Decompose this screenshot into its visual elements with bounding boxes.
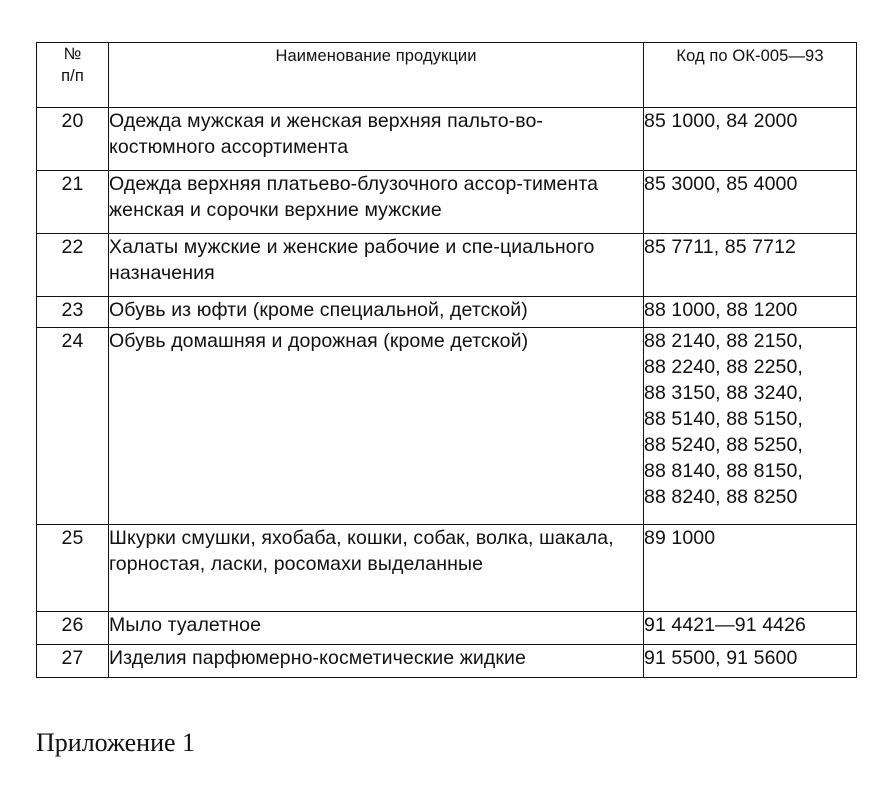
row-number: 23: [37, 297, 109, 328]
row-code: 88 1000, 88 1200: [644, 297, 857, 328]
appendix-caption: Приложение 1: [36, 728, 196, 757]
row-code: 85 7711, 85 7712: [644, 234, 857, 297]
table-header-row: [37, 43, 857, 108]
table-row: [37, 108, 857, 171]
table-row: [37, 645, 857, 678]
table-row: [37, 234, 857, 297]
row-product-name: Обувь домашняя и дорожная (кроме детской): [109, 328, 644, 525]
header-code: Код по ОК-005—93: [644, 43, 857, 108]
header-product-name: Наименование продукции: [109, 43, 644, 108]
table-row: [37, 525, 857, 612]
row-code: 88 2140, 88 2150, 88 2240, 88 2250, 88 3150, 88 3240, 88 5140, 88 5150, 88 5240, 88 5250, 88 8140, 88 8150, 88 8240, 88 8250: [644, 328, 857, 525]
row-code: 91 5500, 91 5600: [644, 645, 857, 678]
table-row: [37, 171, 857, 234]
row-code: 85 1000, 84 2000: [644, 108, 857, 171]
row-number: 22: [37, 234, 109, 297]
row-number: 27: [37, 645, 109, 678]
header-number: [37, 43, 109, 108]
row-number: 21: [37, 171, 109, 234]
row-code: 91 4421—91 4426: [644, 612, 857, 645]
row-number: 25: [37, 525, 109, 612]
row-product-name: Изделия парфюмерно-косметические жидкие: [109, 645, 644, 678]
row-number: 20: [37, 108, 109, 171]
row-product-name: Шкурки смушки, яхобаба, кошки, собак, волка, шакала, горностая, ласки, росомахи выделанные: [109, 525, 644, 612]
row-number: 24: [37, 328, 109, 525]
row-product-name: Одежда верхняя платьево-блузочного ассор-тимента женская и сорочки верхние мужские: [109, 171, 644, 234]
table-row: [37, 297, 857, 328]
row-product-name: Халаты мужские и женские рабочие и спе-циального назначения: [109, 234, 644, 297]
header-number-abbr: п/п: [61, 67, 84, 85]
row-product-name: Обувь из юфти (кроме специальной, детской): [109, 297, 644, 328]
product-code-table: [36, 42, 857, 678]
row-product-name: Мыло туалетное: [109, 612, 644, 645]
row-code: 85 3000, 85 4000: [644, 171, 857, 234]
table-row: [37, 612, 857, 645]
row-product-name: Одежда мужская и женская верхняя пальто-во-костюмного ассортимента: [109, 108, 644, 171]
row-code: 89 1000: [644, 525, 857, 612]
row-number: 26: [37, 612, 109, 645]
table-row: [37, 328, 857, 525]
header-number-sign: №: [63, 45, 82, 63]
